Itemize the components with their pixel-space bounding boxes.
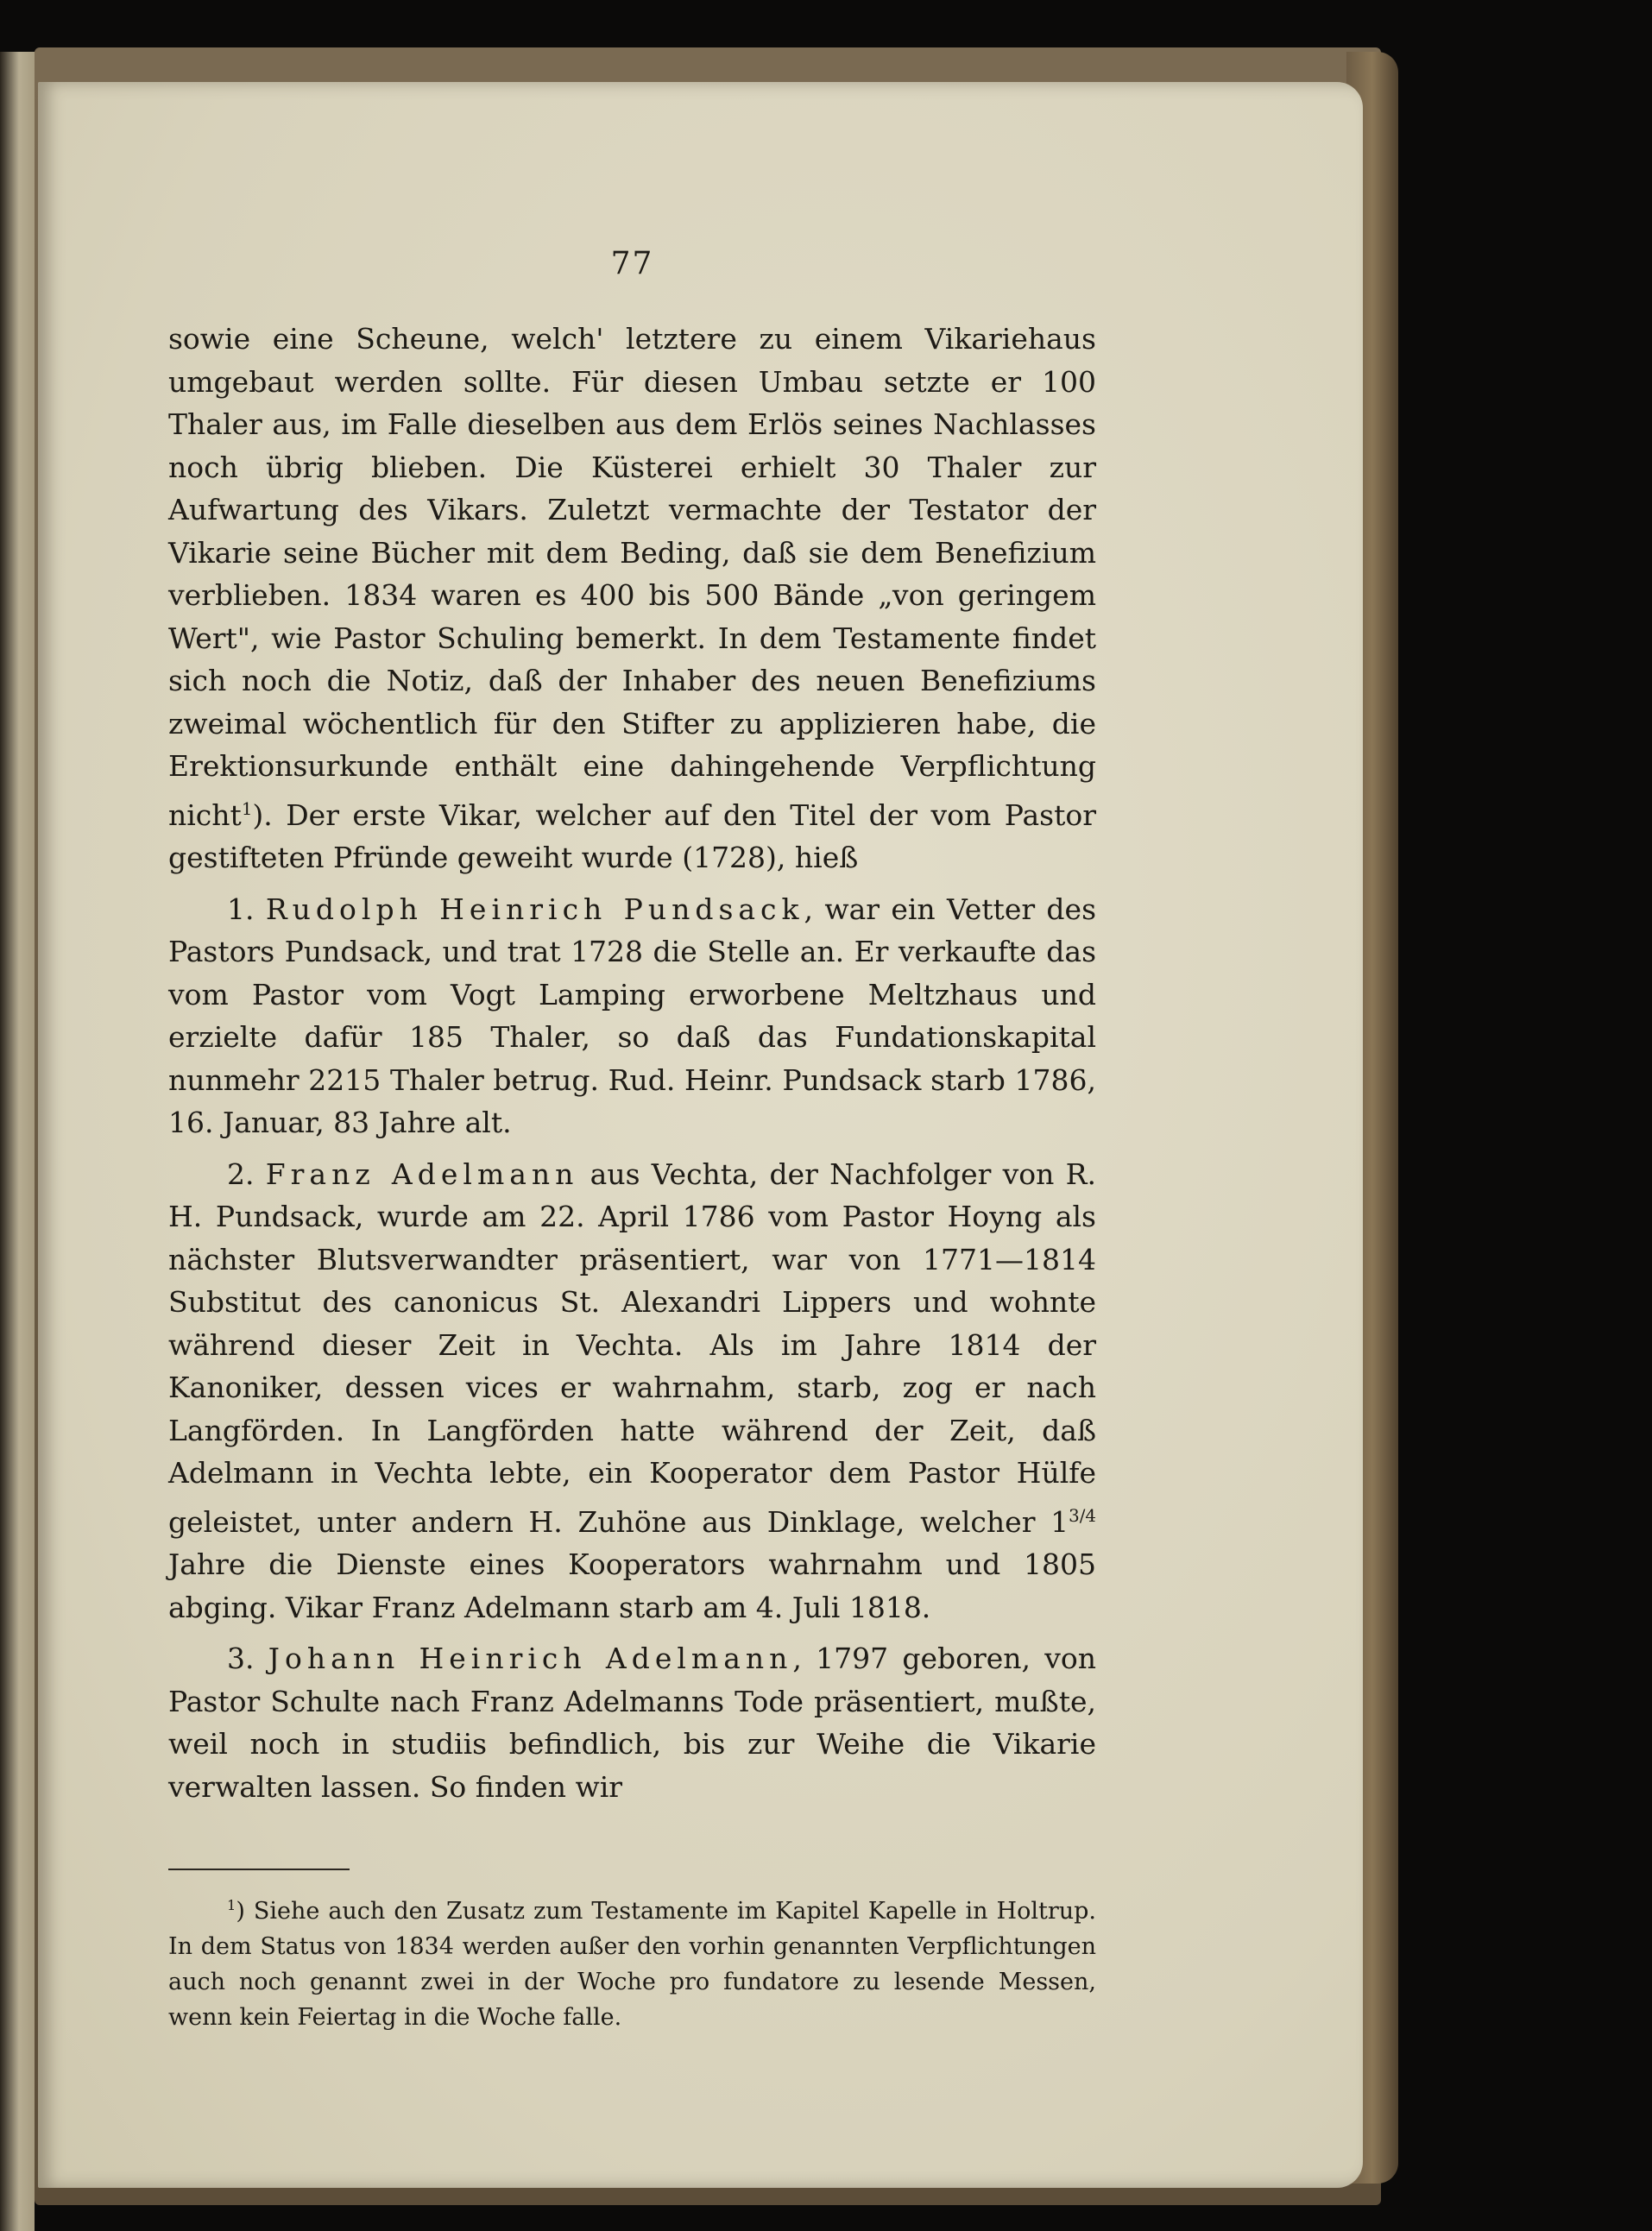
footnote-text: ) Siehe auch den Zusatz zum Testamente im Kapitel Kapelle in Holtrup. In dem Status von 1834 werden außer den vorhin genannten Verpflichtungen auch noch genannt zwei in der Woche pro fundatore zu lesende Messen, wenn kein Feiertag in die Woche falle. <box>168 1898 1096 2031</box>
page-number: 77 <box>610 246 654 281</box>
vicar-name: Franz Adelmann <box>265 1156 579 1191</box>
vicar-name: Rudolph Heinrich Pundsack <box>265 892 804 926</box>
footnote <box>168 1888 1096 2035</box>
paragraph-text-end: ). Der erste Vikar, welcher auf den Titel der vom Pastor gestifteten Pfründe geweiht wurde (1728), hieß <box>168 797 1096 874</box>
paragraph-intro <box>168 318 1096 879</box>
paragraph-text: , war ein Vetter des Pastors Pundsack, und trat 1728 die Stelle an. Er verkaufte das vom Pastor vom Vogt Lamping erworbene Meltzhaus und erzielte dafür 185 Thaler, so daß das Fundationskapital nunmehr 2215 Thaler betrug. Rud. Heinr. Pundsack starb 1786, 16. Januar, 83 Jahre alt. <box>168 892 1097 1139</box>
paragraph-vicar-1 <box>168 888 1096 1144</box>
paragraph-text: , 1797 geboren, von Pastor Schulte nach Franz Adelmanns Tode präsentiert, mußte, weil noch in studiis befindlich, bis zur Weihe die Vikarie verwalten lassen. So finden wir <box>168 1642 1097 1804</box>
item-number: 1. <box>227 892 255 926</box>
item-number: 2. <box>227 1156 255 1191</box>
left-page-edge <box>0 52 35 2231</box>
footnote-marker: 1 <box>227 1897 236 1913</box>
paragraph-text-end: Jahre die Dienste eines Kooperators wahrnahm und 1805 abging. Vikar Franz Adelmann starb am 4. Juli 1818. <box>168 1547 1096 1624</box>
paragraph-text: sowie eine Scheune, welch' letztere zu einem Vikariehaus umgebaut werden sollte. Für diesen Umbau setzte er 100 Thaler aus, im Falle dieselben aus dem Erlös seines Nachlasses noch übrig blieben. Die Küsterei erhielt 30 Thaler zur Aufwartung des Vikars. Zuletzt vermachte der Testator der Vikarie seine Bücher mit dem Beding, daß sie dem Benefizium verblieben. 1834 waren es 400 bis 500 Bände „von geringem Wert", wie Pastor Schuling bemerkt. In dem Testamente findet sich noch die Notiz, daß der Inhaber des neuen Benefiziums zweimal wöchentlich für den Stifter zu applizieren habe, die Erektionsurkunde enthält eine dahingehende Verpflichtung nicht <box>168 322 1096 832</box>
fraction: 3/4 <box>1069 1505 1096 1526</box>
page-content <box>168 246 1096 2035</box>
vicar-name: Johann Heinrich Adelmann <box>268 1642 793 1675</box>
paragraph-vicar-2 <box>168 1153 1096 1629</box>
paragraph-text: aus Vechta, der Nachfolger von R. H. Pundsack, wurde am 22. April 1786 vom Pastor Hoyng als nächster Blutsverwandter präsentiert, war von 1771—1814 Substitut des canonicus St. Alexandri Lippers und wohnte während dieser Zeit in Vechta. Als im Jahre 1814 der Kanoniker, dessen vices er wahrnahm, starb, zog er nach Langförden. In Langförden hatte während der Zeit, daß Adelmann in Vechta lebte, ein Kooperator dem Pastor Hülfe geleistet, unter andern H. Zuhöne aus Dinklage, welcher 1 <box>168 1156 1096 1539</box>
footnote-divider <box>168 1869 350 1870</box>
paragraph-vicar-3 <box>168 1637 1096 1808</box>
item-number: 3. <box>227 1642 255 1675</box>
footnote-reference: 1 <box>241 798 253 819</box>
